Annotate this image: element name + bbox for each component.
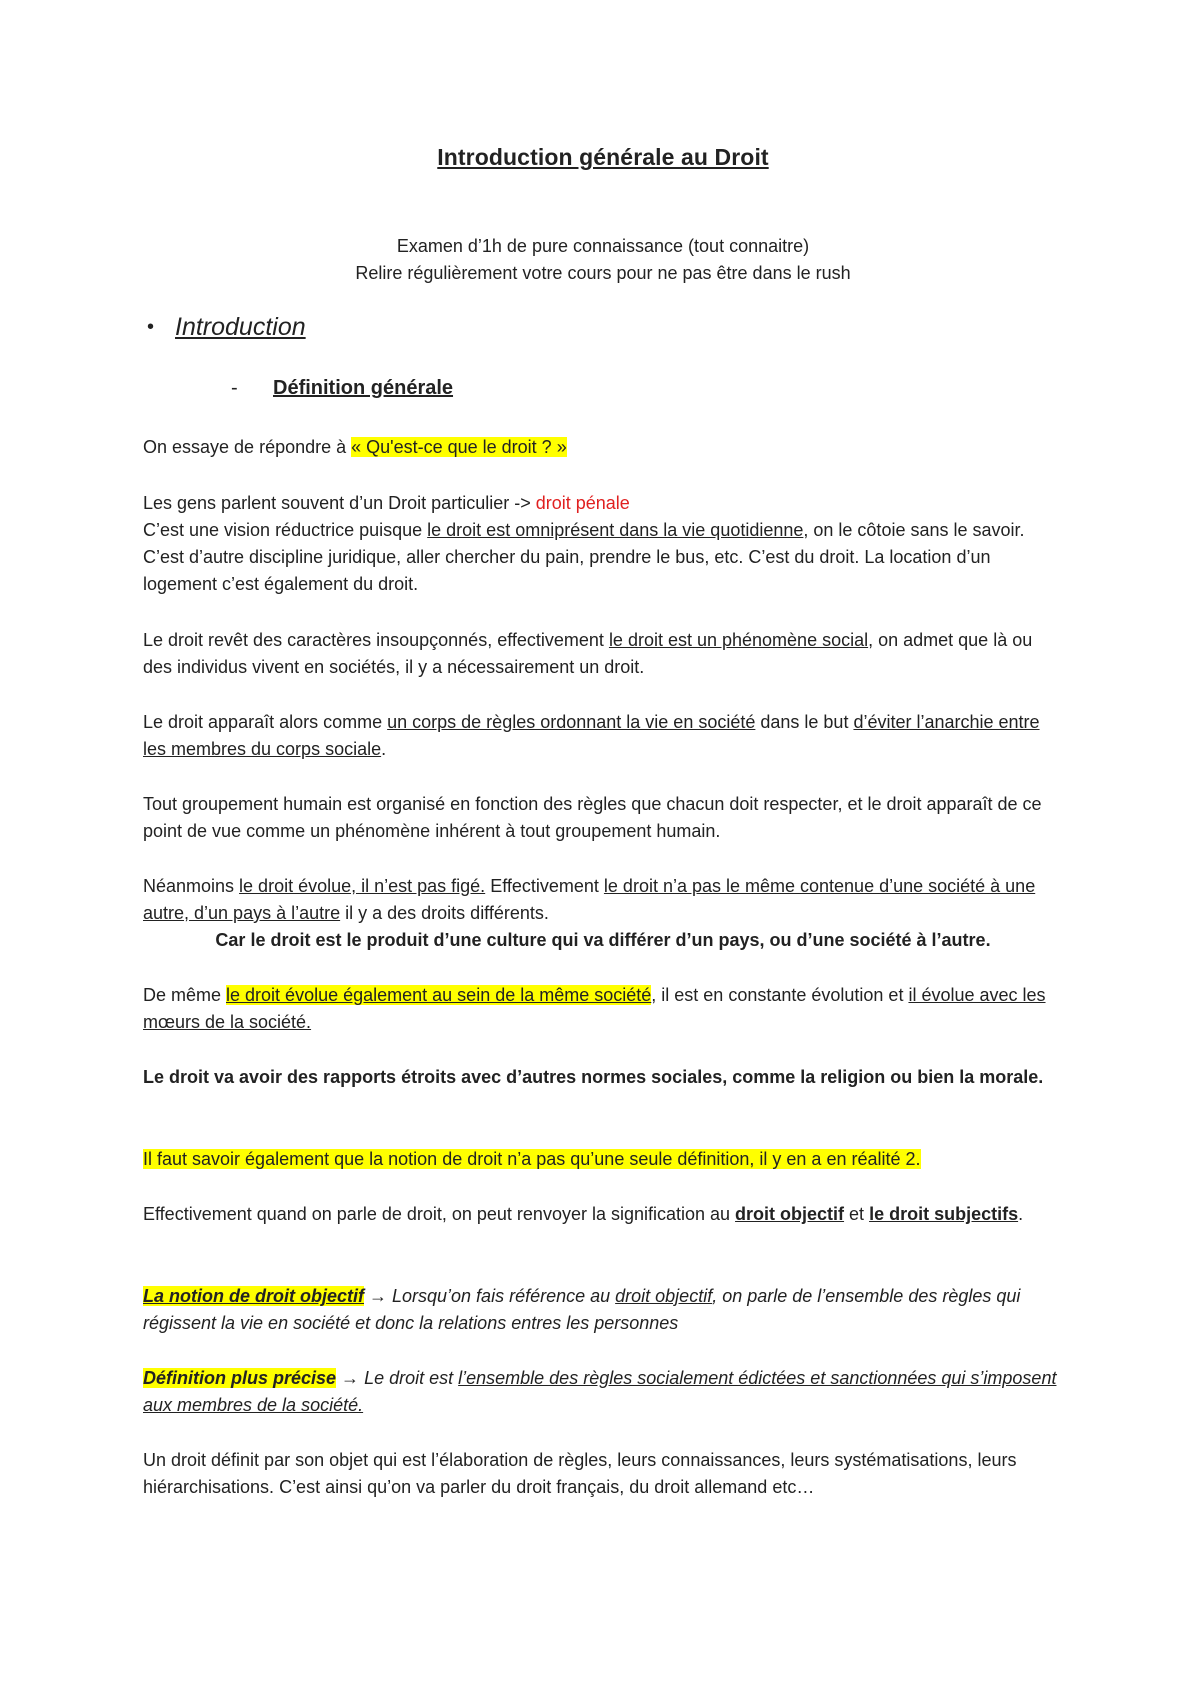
p7-highlight: le droit évolue également au sein de la même société: [226, 985, 652, 1005]
section-heading: [147, 313, 306, 341]
paragraph-2: [143, 490, 1063, 598]
paragraph-6: [143, 873, 1063, 954]
arrow-icon: →: [336, 1368, 365, 1388]
p12-text: Le droit est: [364, 1368, 459, 1388]
p10-text-3: .: [1018, 1204, 1024, 1224]
p4-underlined-2: d’éviter l’anarchie entre les membres du corps sociale: [143, 712, 1040, 759]
p2-text-2: C’est une vision réductrice puisque: [143, 520, 428, 540]
paragraph-1: [143, 434, 1063, 461]
section-heading-text: Introduction: [175, 313, 306, 341]
p10-bold: droit objectif: [735, 1204, 845, 1224]
dash-marker: -: [231, 377, 238, 399]
paragraph-4: [143, 709, 1063, 763]
subsection-heading-text: Définition générale: [273, 377, 454, 399]
p3-text-2: , on admet que là ou des individus vivent en sociétés, il y a nécessairement un droit.: [143, 630, 1033, 677]
p11-highlight: La notion de droit objectif: [143, 1286, 364, 1306]
paragraph-12: [143, 1365, 1063, 1419]
p10-text: Effectivement quand on parle de droit, on peut renvoyer la signification au: [143, 1204, 736, 1224]
paragraph-9: [143, 1146, 1063, 1173]
p11-text: Lorsqu’on fais référence au: [392, 1286, 616, 1306]
paragraph-11: [143, 1283, 1063, 1337]
subtitle-line-2: Relire régulièrement votre cours pour ne pas être dans le rush: [355, 263, 851, 283]
subtitle-line-1: Examen d’1h de pure connaissance (tout connaitre): [396, 236, 810, 256]
p7-underlined: il évolue avec les mœurs de la société.: [143, 985, 1046, 1032]
p6-bold-center: Car le droit est le produit d’une culture qui va différer d’un pays, ou d’une société à l’autre.: [215, 930, 991, 950]
p10-text-2: et: [844, 1204, 870, 1224]
paragraph-5: Tout groupement humain est organisé en fonction des règles que chacun doit respecter, et le droit apparaît de ce point de vue comme un phénomène inhérent à tout groupement humain.: [143, 794, 1042, 841]
p4-text: Le droit apparaît alors comme: [143, 712, 388, 732]
p7-text-2: , il est en constante évolution et: [651, 985, 909, 1005]
p12-highlight: Définition plus précise: [143, 1368, 337, 1388]
p6-text: Néanmoins: [143, 876, 240, 896]
p10-bold-2: le droit subjectifs: [869, 1204, 1019, 1224]
p3-underlined: le droit est un phénomène social: [608, 630, 869, 650]
p3-text: Le droit revêt des caractères insoupçonnés, effectivement: [143, 630, 609, 650]
p7-text: De même: [143, 985, 227, 1005]
p2-underlined: le droit est omniprésent dans la vie quotidienne: [427, 520, 804, 540]
p2-text-3: , on le côtoie sans le savoir. C’est d’autre discipline juridique, aller chercher du pain, prendre le bus, etc. C’est du droit. La location d’un logement c’est également du droit.: [143, 520, 1025, 594]
p4-underlined: un corps de règles ordonnant la vie en société: [387, 712, 756, 732]
p11-underlined: droit objectif: [615, 1286, 713, 1306]
p6-underlined: le droit évolue, il n’est pas figé.: [239, 876, 486, 896]
paragraph-10: [143, 1201, 1063, 1228]
paragraph-13: Un droit définit par son objet qui est l’élaboration de règles, leurs connaissances, leurs systématisations, leurs hiérarchisations. C’est ainsi qu’on va parler du droit français, du droit allemand etc…: [143, 1450, 1017, 1497]
bullet-icon: •: [147, 316, 155, 338]
document-title: Introduction générale au Droit: [437, 144, 769, 170]
subsection-heading: [231, 375, 454, 402]
p2-red-text: droit pénale: [535, 493, 630, 513]
p6-text-2: Effectivement: [485, 876, 604, 896]
paragraph-7: [143, 982, 1063, 1036]
p1-highlight: « Qu'est-ce que le droit ? »: [351, 437, 567, 457]
p11-text-2: , on parle de l’ensemble des règles qui régissent la vie en société et donc la relations entres les personnes: [143, 1286, 1021, 1333]
paragraph-3: [143, 627, 1063, 681]
p6-text-3: il y a des droits différents.: [340, 903, 549, 923]
p9-highlight: Il faut savoir également que la notion de droit n’a pas qu’une seule définition, il y en a en réalité 2.: [143, 1149, 921, 1169]
p4-text-2: dans le but: [755, 712, 854, 732]
p12-underlined: l’ensemble des règles socialement édictées et sanctionnées qui s’imposent aux membres de la société.: [143, 1368, 1057, 1415]
p6-underlined-2: le droit n’a pas le même contenue d’une société à une autre, d’un pays à l’autre: [143, 876, 1036, 923]
arrow-icon: →: [363, 1286, 392, 1306]
paragraph-8: Le droit va avoir des rapports étroits avec d’autres normes sociales, comme la religion ou bien la morale.: [143, 1067, 1044, 1087]
p4-text-3: .: [381, 739, 387, 759]
p1-text: On essaye de répondre à: [143, 437, 352, 457]
p2-text: Les gens parlent souvent d’un Droit particulier ->: [143, 493, 536, 513]
